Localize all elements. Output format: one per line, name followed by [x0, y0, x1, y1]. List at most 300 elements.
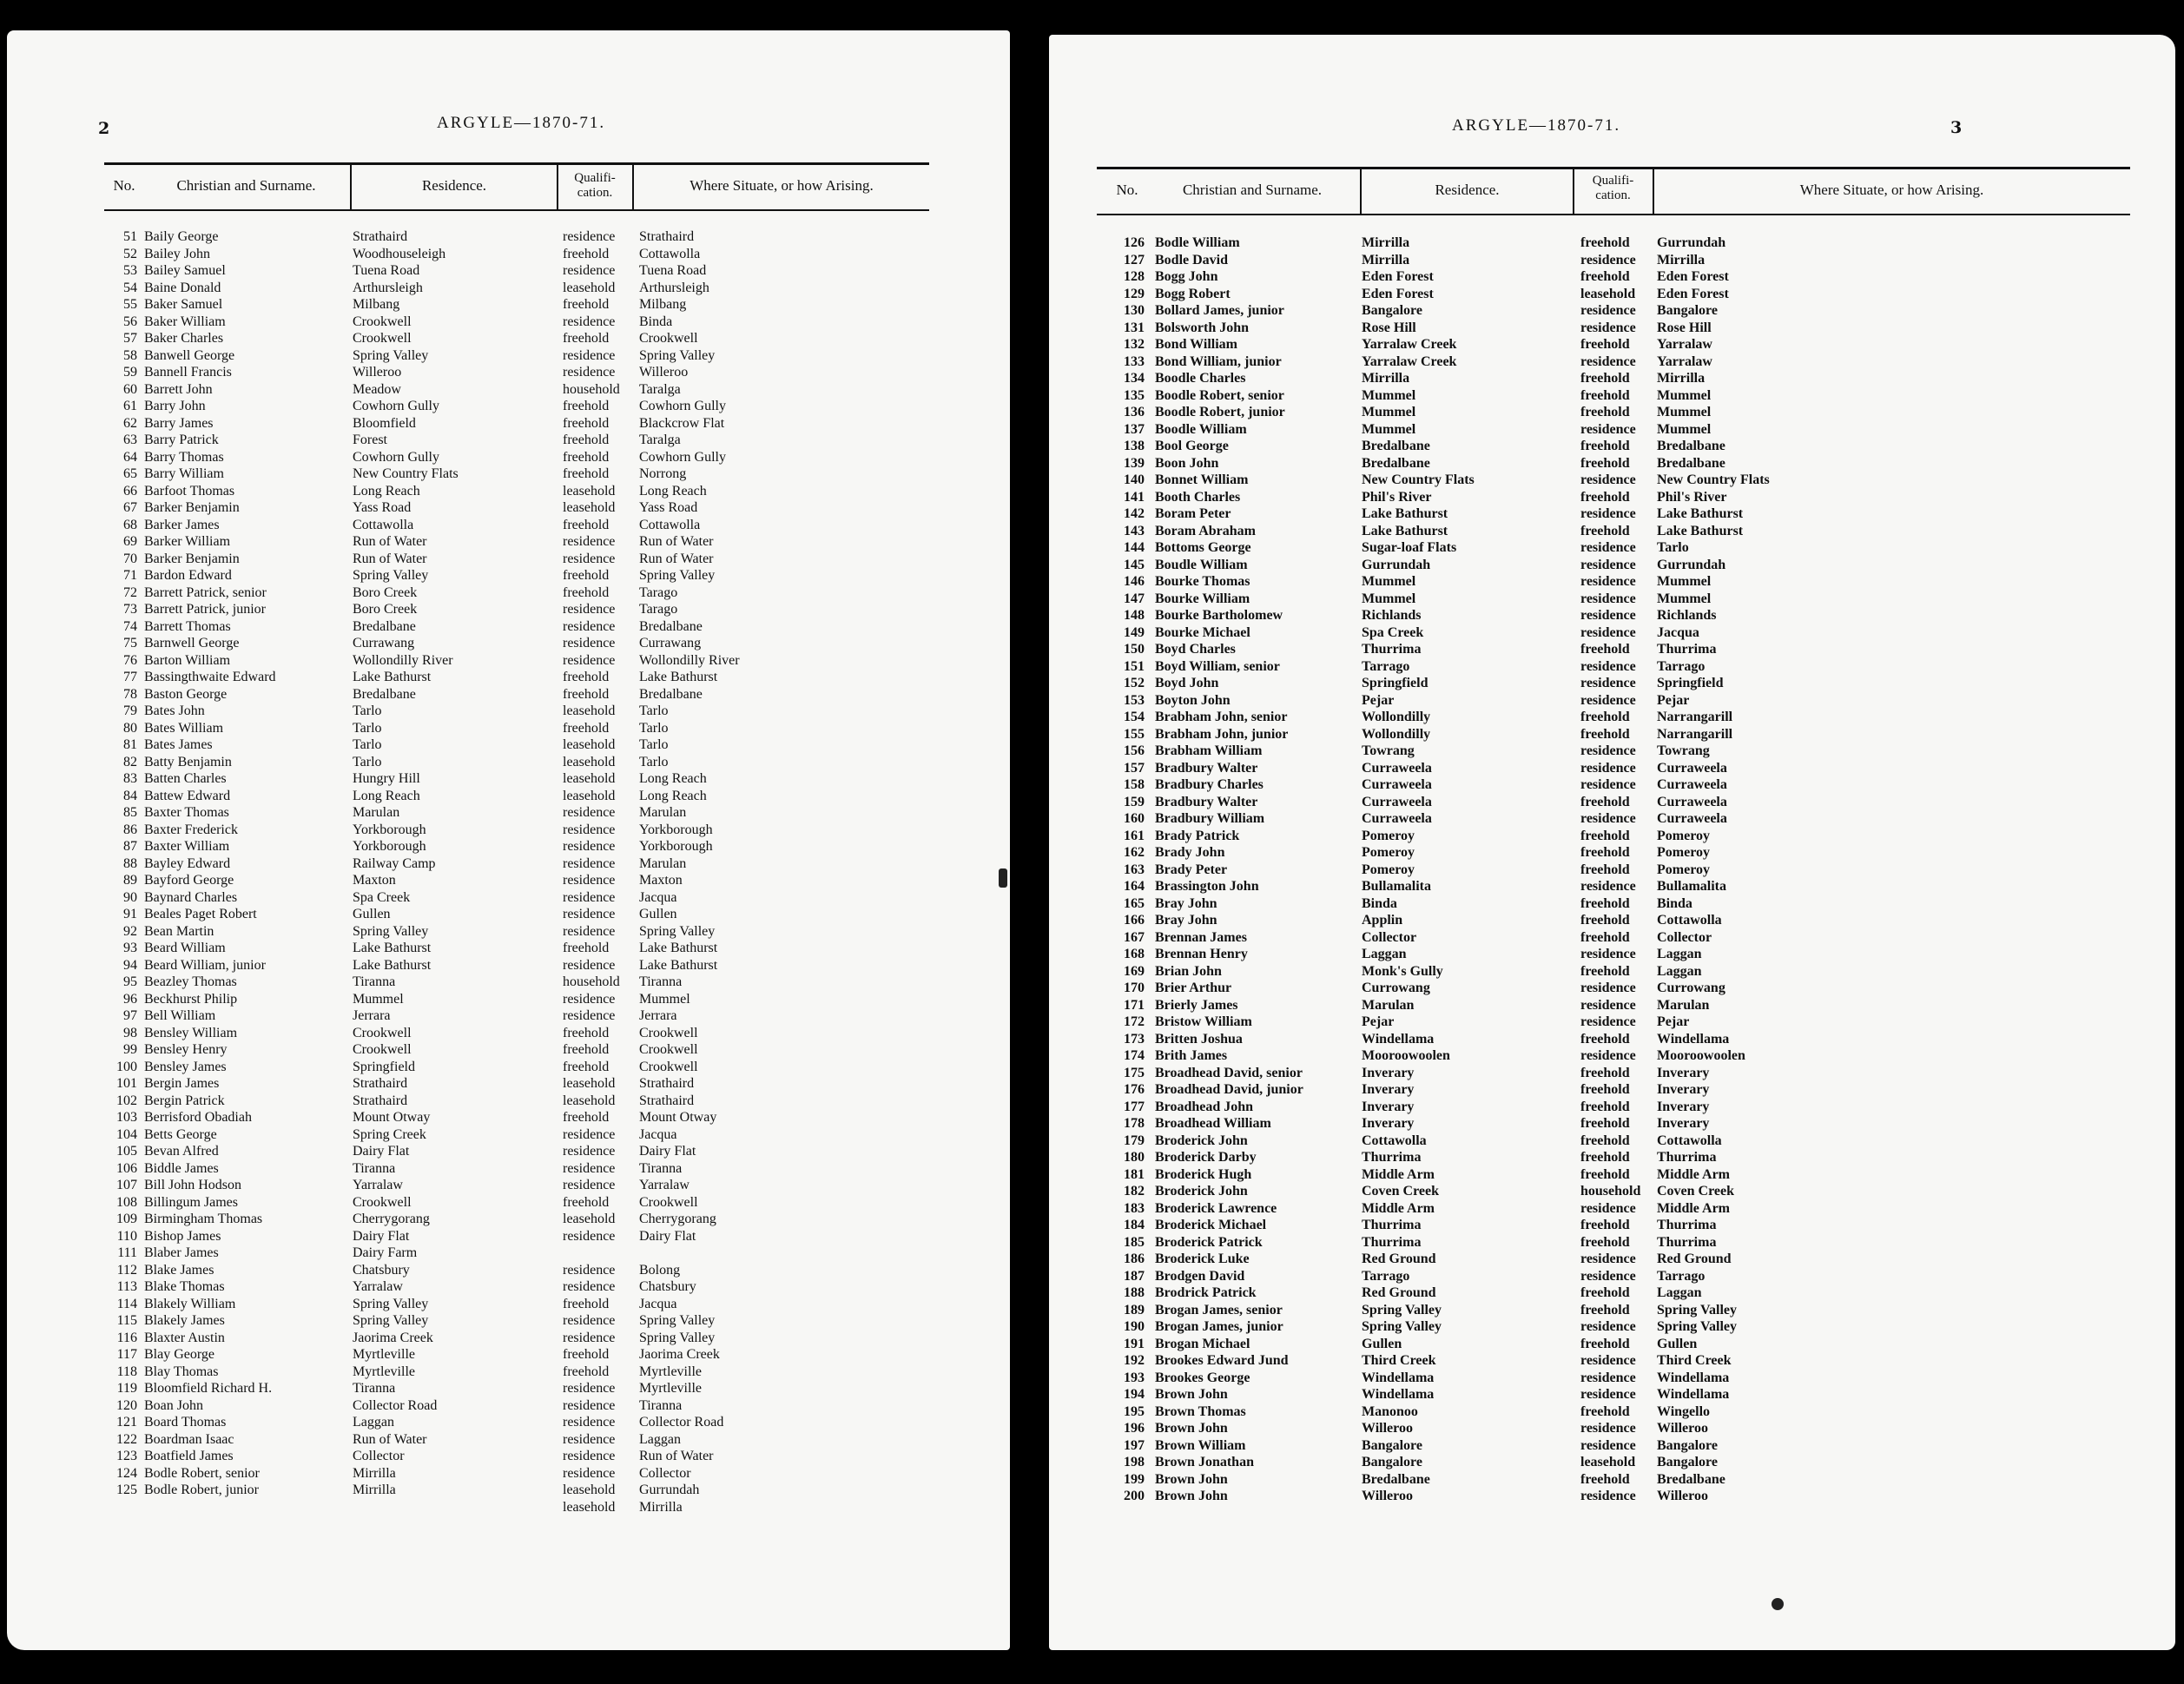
cell-no: 69	[123, 534, 137, 549]
cell-qualification: freehold	[563, 415, 610, 431]
cell-qualification: residence	[1580, 506, 1636, 521]
table-row	[7, 703, 1010, 720]
table-row	[7, 1228, 1010, 1245]
cell-where: Cottawolla	[1657, 1133, 1722, 1148]
cell-name: Broderick Luke	[1155, 1251, 1250, 1266]
cell-name: Beard William	[144, 941, 226, 955]
column-header-qualification: Qualifi-cation.	[1592, 174, 1634, 202]
cell-name: Barker James	[144, 517, 220, 532]
cell-residence: Maxton	[353, 873, 396, 888]
cell-qualification: freehold	[1580, 828, 1630, 843]
cell-no: 134	[1124, 371, 1145, 386]
cell-name: Bishop James	[144, 1228, 221, 1244]
cell-residence: Wollondilly River	[353, 652, 453, 668]
left-page	[7, 30, 1010, 1650]
cell-qualification: freehold	[1580, 963, 1630, 979]
cell-where: Crookwell	[639, 1194, 698, 1210]
cell-residence: Bangalore	[1362, 1437, 1422, 1453]
cell-name: Batty Benjamin	[144, 754, 232, 769]
cell-no: 171	[1124, 997, 1145, 1013]
table-row	[1049, 1454, 2175, 1471]
cell-no: 64	[123, 449, 137, 465]
cell-no: 128	[1124, 269, 1145, 284]
cell-residence: Yass Road	[353, 500, 412, 515]
cell-where: Gurrundah	[639, 1483, 700, 1497]
cell-name: Bassingthwaite Edward	[144, 670, 276, 684]
cell-residence: Collector Road	[353, 1397, 438, 1413]
cell-qualification: residence	[1580, 1319, 1636, 1334]
cell-qualification: residence	[563, 602, 616, 617]
table-row	[1049, 1099, 2175, 1116]
cell-name: Bevan Alfred	[144, 1144, 219, 1159]
cell-name: Bannell Francis	[144, 365, 232, 380]
cell-name: Brassington John	[1155, 879, 1259, 894]
cell-name: Barrett Patrick, senior	[144, 584, 267, 600]
cell-qualification: residence	[1580, 1251, 1636, 1266]
cell-qualification: leasehold	[563, 1212, 616, 1226]
cell-no: 123	[116, 1449, 137, 1463]
cell-no: 100	[116, 1059, 137, 1074]
cell-name: Barrett John	[144, 381, 213, 397]
cell-where: Curraweela	[1657, 794, 1727, 809]
cell-name: Baine Donald	[144, 280, 221, 295]
cell-no: 89	[123, 873, 137, 888]
cell-qualification: residence	[563, 923, 616, 939]
cell-no: 167	[1124, 929, 1145, 945]
cell-residence: Jerrara	[353, 1008, 391, 1023]
cell-where: Cowhorn Gully	[639, 449, 726, 465]
table-row	[1049, 1014, 2175, 1031]
cell-residence: Pomeroy	[1362, 828, 1415, 843]
cell-where: Bangalore	[1657, 1437, 1718, 1453]
cell-name: Broadhead David, senior	[1155, 1065, 1303, 1080]
table-row	[1049, 421, 2175, 439]
cell-where: Willeroo	[1657, 1489, 1708, 1503]
cell-name: Brabham John, senior	[1155, 710, 1288, 724]
table-row	[1049, 1217, 2175, 1234]
cell-residence: Bredalbane	[353, 618, 416, 634]
cell-qualification: freehold	[563, 246, 610, 261]
cell-no: 102	[116, 1093, 137, 1108]
cell-no: 105	[116, 1144, 137, 1159]
cell-qualification: freehold	[1580, 642, 1630, 657]
cell-residence: Currawang	[353, 636, 415, 650]
table-row	[1049, 320, 2175, 337]
cell-residence: Collector	[353, 1449, 405, 1463]
cell-qualification: residence	[1580, 676, 1636, 690]
cell-residence: Lake Bathurst	[1362, 506, 1448, 521]
cell-residence: Strathaird	[353, 1093, 408, 1108]
cell-qualification: freehold	[1580, 1166, 1630, 1182]
cell-residence: Strathaird	[353, 1076, 408, 1091]
cell-no: 186	[1124, 1251, 1145, 1266]
cell-no: 195	[1124, 1403, 1145, 1419]
cell-no: 193	[1124, 1370, 1145, 1385]
cell-no: 106	[116, 1160, 137, 1176]
cell-name: Beazley Thomas	[144, 974, 237, 989]
cell-residence: Mirrilla	[353, 1465, 396, 1481]
table-row	[1049, 980, 2175, 997]
cell-name: Bray John	[1155, 913, 1217, 928]
cell-qualification: residence	[563, 551, 616, 566]
cell-no: 178	[1124, 1116, 1145, 1131]
cell-name: Bloomfield Richard H.	[144, 1381, 273, 1396]
cell-residence: Spring Valley	[353, 568, 429, 583]
table-row	[7, 517, 1010, 534]
table-row	[7, 1007, 1010, 1025]
table-row	[7, 551, 1010, 568]
cell-qualification: residence	[1580, 320, 1636, 335]
cell-no: 168	[1124, 947, 1145, 961]
cell-where: Lake Bathurst	[639, 941, 718, 955]
table-row	[1049, 1251, 2175, 1268]
table-row	[1049, 1268, 2175, 1285]
cell-where: Jacqua	[1657, 624, 1699, 640]
table-row	[7, 1296, 1010, 1313]
cell-where: Currowang	[1657, 981, 1725, 995]
cell-qualification: leasehold	[563, 1076, 616, 1091]
cell-where: Tarrago	[1657, 658, 1706, 674]
cell-name: Bond William	[1155, 337, 1237, 352]
table-row	[1049, 1166, 2175, 1184]
running-head: ARGYLE—1870-71.	[1452, 116, 1621, 135]
table-row	[7, 601, 1010, 618]
cell-residence: Springfield	[1362, 676, 1429, 690]
cell-name: Brown Jonathan	[1155, 1455, 1254, 1469]
cell-qualification: freehold	[1580, 845, 1630, 860]
cell-no: 72	[123, 584, 137, 600]
table-row	[7, 1278, 1010, 1296]
cell-residence: Lake Bathurst	[353, 957, 432, 973]
cell-name: Broadhead William	[1155, 1116, 1271, 1131]
cell-no: 119	[116, 1381, 137, 1396]
page-number: 3	[1950, 118, 1963, 137]
cell-where: Tarlo	[639, 720, 669, 736]
cell-qualification: freehold	[563, 1059, 610, 1074]
table-row	[1049, 1336, 2175, 1353]
cell-no: 141	[1124, 489, 1145, 505]
cell-name: Batten Charles	[144, 771, 227, 786]
cell-name: Broadhead John	[1155, 1099, 1254, 1114]
cell-no: 187	[1124, 1268, 1145, 1284]
column-header-name: Christian and Surname.	[176, 177, 316, 194]
cell-where: Run of Water	[639, 1449, 714, 1463]
cell-no: 83	[123, 771, 137, 786]
table-row	[1049, 878, 2175, 895]
table-row	[1049, 523, 2175, 540]
cell-qualification: residence	[1580, 557, 1636, 572]
cell-where: Mummel	[1657, 387, 1712, 403]
cell-where: Bredalbane	[1657, 1471, 1725, 1487]
cell-name: Broderick Patrick	[1155, 1234, 1263, 1250]
cell-where: Spring Valley	[639, 923, 716, 939]
cell-qualification: freehold	[563, 331, 610, 346]
cell-qualification: residence	[1580, 981, 1636, 995]
table-row	[1049, 591, 2175, 608]
cell-where: Marulan	[1657, 997, 1710, 1013]
cell-residence: Crookwell	[353, 1025, 412, 1040]
cell-residence: Eden Forest	[1362, 269, 1434, 284]
cell-name: Brogan Michael	[1155, 1336, 1250, 1351]
cell-where: Pomeroy	[1657, 828, 1711, 843]
cell-name: Bradbury Charles	[1155, 777, 1264, 792]
cell-no: 183	[1124, 1200, 1145, 1216]
cell-no: 126	[1124, 235, 1145, 250]
table-row	[1049, 709, 2175, 726]
cell-qualification: residence	[563, 1449, 616, 1463]
table-row	[7, 567, 1010, 584]
cell-where: Taralga	[639, 433, 681, 447]
cell-qualification: freehold	[563, 433, 610, 447]
cell-qualification: residence	[563, 907, 616, 921]
cell-where: Springfield	[1657, 676, 1724, 690]
cell-no: 199	[1124, 1471, 1145, 1487]
table-row	[7, 872, 1010, 889]
cell-qualification: residence	[563, 1397, 616, 1413]
table-row	[1049, 624, 2175, 642]
cell-residence: Curraweela	[1362, 811, 1432, 826]
table-row	[1049, 387, 2175, 405]
table-row	[7, 1194, 1010, 1212]
cell-residence: Lake Bathurst	[353, 670, 432, 684]
cell-residence: Springfield	[353, 1059, 415, 1074]
cell-qualification: residence	[1580, 591, 1636, 606]
cell-name: Brierly James	[1155, 997, 1238, 1013]
scan-speck	[999, 868, 1007, 888]
cell-residence: Crookwell	[353, 314, 412, 329]
cell-qualification: residence	[1580, 353, 1636, 369]
cell-no: 113	[116, 1279, 137, 1294]
cell-no: 147	[1124, 591, 1145, 606]
cell-name: Blake James	[144, 1262, 214, 1278]
cell-no: 68	[123, 517, 137, 532]
cell-no: 174	[1124, 1048, 1145, 1063]
cell-where: Red Ground	[1657, 1251, 1732, 1266]
cell-residence: Spring Valley	[353, 923, 429, 939]
cell-residence: Coven Creek	[1362, 1184, 1440, 1199]
cell-no: 120	[116, 1397, 137, 1413]
table-row	[1049, 675, 2175, 692]
table-row	[7, 1465, 1010, 1483]
cell-name: Britten Joshua	[1155, 1031, 1243, 1047]
cell-name: Brown John	[1155, 1421, 1228, 1436]
cell-where: Myrtleville	[639, 1364, 702, 1379]
cell-where: Third Creek	[1657, 1353, 1732, 1368]
cell-where: Lake Bathurst	[1657, 506, 1744, 521]
cell-name: Broadhead David, junior	[1155, 1082, 1303, 1097]
table-row	[7, 669, 1010, 686]
cell-name: Bristow William	[1155, 1014, 1252, 1029]
cell-no: 56	[123, 314, 137, 329]
cell-residence: Mirrilla	[1362, 371, 1410, 386]
cell-residence: Mummel	[1362, 591, 1416, 606]
cell-where: Myrtleville	[639, 1381, 702, 1396]
cell-where: Laggan	[1657, 1285, 1702, 1300]
table-row	[7, 347, 1010, 365]
table-row	[7, 974, 1010, 991]
cell-residence: Thurrima	[1362, 1218, 1422, 1232]
header-rule-bottom	[1097, 214, 2130, 215]
cell-no: 139	[1124, 455, 1145, 471]
cell-where: Bredalbane	[639, 686, 703, 702]
cell-where: Long Reach	[639, 483, 707, 499]
table-row	[1049, 929, 2175, 947]
cell-qualification: freehold	[1580, 1471, 1630, 1487]
cell-residence: New Country Flats	[1362, 472, 1475, 487]
cell-residence: Windellama	[1362, 1370, 1435, 1385]
right-page	[1049, 35, 2175, 1650]
table-row	[1049, 539, 2175, 557]
table-row	[7, 262, 1010, 280]
table-row	[1049, 607, 2175, 624]
cell-qualification: residence	[1580, 997, 1636, 1013]
cell-where: Pomeroy	[1657, 845, 1711, 860]
cell-name: Barrett Thomas	[144, 618, 231, 634]
cell-residence: Inverary	[1362, 1065, 1415, 1080]
cell-no: 110	[116, 1228, 137, 1244]
cell-no: 125	[116, 1483, 137, 1497]
table-row	[7, 1262, 1010, 1279]
table-row	[1049, 692, 2175, 710]
cell-qualification: freehold	[563, 1110, 610, 1125]
cell-residence: Windellama	[1362, 1387, 1435, 1402]
cell-qualification: residence	[563, 1381, 616, 1396]
cell-where: Long Reach	[639, 788, 707, 803]
cell-no: 93	[123, 941, 137, 955]
table-row	[7, 1380, 1010, 1397]
cell-where: Mirrilla	[1657, 371, 1706, 386]
table-row	[7, 415, 1010, 433]
cell-no: 87	[123, 839, 137, 854]
cell-name: Barrett Patrick, junior	[144, 602, 266, 617]
cell-residence: Long Reach	[353, 483, 420, 499]
cell-where: Jerrara	[639, 1008, 677, 1023]
cell-where: Lake Bathurst	[639, 670, 718, 684]
cell-name: Bill John Hodson	[144, 1178, 242, 1192]
table-row	[1049, 1081, 2175, 1099]
cell-residence: Tarlo	[353, 720, 382, 736]
cell-qualification: residence	[563, 1178, 616, 1192]
cell-where: Collector	[1657, 929, 1712, 945]
cell-where: Curraweela	[1657, 777, 1727, 792]
cell-qualification: freehold	[1580, 1065, 1630, 1080]
cell-name: Beard William, junior	[144, 957, 266, 973]
table-row	[7, 1041, 1010, 1059]
cell-where: Mirrilla	[1657, 252, 1706, 267]
cell-no: 90	[123, 889, 137, 905]
cell-qualification: residence	[1580, 879, 1636, 894]
cell-name: Baker Samuel	[144, 297, 223, 312]
cell-residence: Run of Water	[353, 534, 427, 549]
cell-qualification: residence	[1580, 1014, 1636, 1029]
cell-residence: Spring Valley	[353, 1313, 429, 1328]
cell-qualification: residence	[563, 636, 616, 650]
cell-residence: Tiranna	[353, 974, 396, 989]
table-row	[7, 280, 1010, 297]
table-row	[1049, 828, 2175, 845]
table-row	[7, 1397, 1010, 1415]
cell-name: Broderick Darby	[1155, 1150, 1257, 1165]
cell-no: 154	[1124, 710, 1145, 724]
cell-no: 75	[123, 636, 137, 650]
cell-qualification: freehold	[563, 1194, 610, 1210]
column-header-residence: Residence.	[1435, 182, 1500, 198]
cell-name: Baker William	[144, 314, 226, 329]
table-row	[7, 1414, 1010, 1431]
cell-residence: Bredalbane	[1362, 439, 1430, 453]
cell-qualification: leasehold	[1580, 1455, 1636, 1469]
entries-left	[7, 228, 1010, 1516]
table-row	[7, 1025, 1010, 1042]
cell-where: Yarralaw	[1657, 337, 1712, 352]
cell-no: 109	[116, 1212, 137, 1226]
cell-residence: Yorkborough	[353, 822, 426, 837]
header-rule-top	[104, 162, 929, 165]
cell-name: Barker Benjamin	[144, 500, 240, 515]
cell-where: Bredalbane	[1657, 455, 1725, 471]
cell-name: Broderick John	[1155, 1184, 1248, 1199]
cell-name: Boodle Robert, junior	[1155, 405, 1285, 419]
table-row	[1049, 641, 2175, 658]
cell-residence: Middle Arm	[1362, 1200, 1435, 1216]
cell-name: Bradbury Walter	[1155, 760, 1258, 776]
cell-name: Brabham William	[1155, 743, 1263, 758]
table-row	[7, 1211, 1010, 1228]
cell-where: Jacqua	[639, 1126, 677, 1142]
cell-qualification: leasehold	[563, 771, 616, 786]
cell-no: 133	[1124, 353, 1145, 369]
cell-no: 153	[1124, 692, 1145, 708]
cell-name: Blay Thomas	[144, 1364, 219, 1379]
cell-where: Pejar	[1657, 1014, 1690, 1029]
cell-where: Yarralaw	[1657, 353, 1712, 369]
cell-qualification: residence	[1580, 574, 1636, 589]
table-row	[7, 1093, 1010, 1110]
cell-name: Broderick Lawrence	[1155, 1200, 1277, 1216]
cell-where: Gullen	[639, 907, 677, 921]
cell-qualification: leasehold	[563, 500, 616, 515]
cell-no: 156	[1124, 743, 1145, 758]
cell-no: 124	[116, 1465, 137, 1481]
table-row	[7, 483, 1010, 500]
cell-no: 67	[123, 500, 137, 515]
cell-qualification: freehold	[1580, 1336, 1630, 1351]
cell-no: 198	[1124, 1455, 1145, 1469]
cell-name: Boram Peter	[1155, 506, 1231, 521]
cell-name: Barnwell George	[144, 636, 240, 650]
cell-qualification: residence	[1580, 1387, 1636, 1402]
cell-no: 169	[1124, 963, 1145, 979]
cell-residence: Inverary	[1362, 1082, 1415, 1097]
table-row	[7, 686, 1010, 703]
cell-no: 130	[1124, 303, 1145, 318]
cell-name: Bailey John	[144, 246, 210, 261]
cell-no: 103	[116, 1110, 137, 1125]
cell-name: Bates John	[144, 703, 205, 718]
cell-no: 71	[123, 568, 137, 583]
cell-residence: Cottawolla	[1362, 1133, 1427, 1148]
cell-qualification: residence	[563, 855, 616, 871]
column-header-where: Where Situate, or how Arising.	[1799, 182, 1984, 198]
cell-residence: Meadow	[353, 381, 401, 397]
cell-qualification: leasehold	[563, 1093, 616, 1108]
cell-qualification: leasehold	[563, 703, 616, 718]
cell-where: Wingello	[1657, 1403, 1711, 1419]
cell-residence: Forest	[353, 433, 387, 447]
table-row	[1049, 1149, 2175, 1166]
cell-qualification: residence	[563, 534, 616, 549]
cell-where: Collector Road	[639, 1415, 724, 1430]
